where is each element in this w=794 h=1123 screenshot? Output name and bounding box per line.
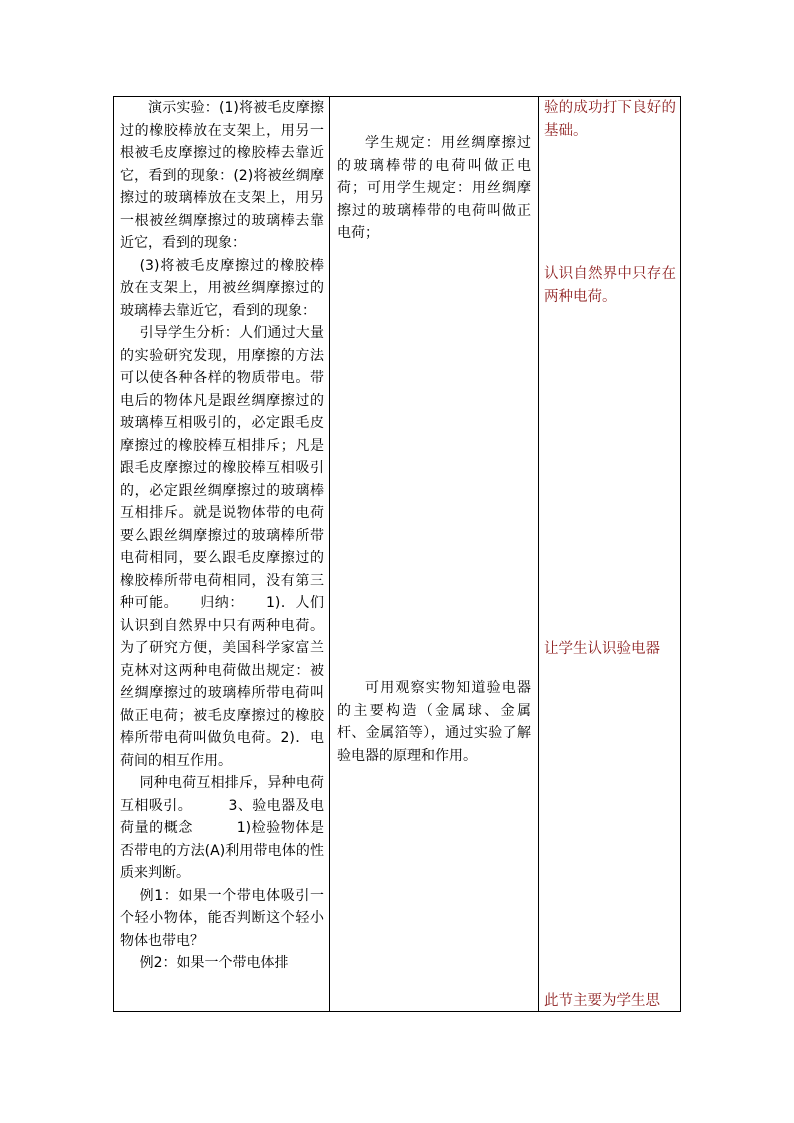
intent-section-text: 此节主要为学生思 — [544, 993, 660, 1009]
column-divider — [329, 97, 330, 1011]
charge-interaction-text: 同种电荷互相排斥，异种电荷互相吸引。 3、验电器及电荷量的概念 1)检验物体是否带电的方法(A)利用带电体的性质来判断。 — [120, 775, 324, 881]
intent-foundation-text: 验的成功打下良好的基础。 — [544, 100, 676, 139]
demo-experiment-text: 演示实验：(1)将被毛皮摩擦过的橡胶棒放在支架上，用另一根被毛皮摩擦过的橡胶棒去靠近它，看到的现象：(2)将被丝绸摩擦过的玻璃棒放在支架上，用另一根被丝绸摩擦过的玻璃棒去靠近它，看到的现象： — [120, 100, 324, 251]
electroscope-observation-text: 可用观察实物知道验电器的主要构造（金属球、金属杆、金属箔等），通过实验了解验电器的原理和作用。 — [337, 680, 531, 764]
example-2-text: 例2：如果一个带电体排 — [139, 955, 289, 971]
intent-two-charges-text: 认识自然界中只存在两种电荷。 — [544, 266, 676, 305]
demo-experiment-3-text: (3)将被毛皮摩擦过的橡胶棒放在支架上，用被丝绸摩擦过的玻璃棒去靠近它，看到的现象： — [120, 257, 324, 319]
student-rule-text: 学生规定：用丝绸摩擦过的玻璃棒带的电荷叫做正电荷；可用学生规定：用丝绸摩擦过的玻璃棒带的电荷叫做正电荷； — [337, 135, 531, 241]
lesson-table — [113, 96, 681, 1012]
intent-electroscope-text: 让学生认识验电器 — [544, 641, 660, 657]
analysis-text: 引导学生分析：人们通过大量的实验研究发现，用摩擦的方法可以使各种各样的物质带电。带电后的物体凡是跟丝绸摩擦过的玻璃棒互相吸引的，必定跟毛皮摩擦过的橡胶棒互相排斥；凡是跟毛皮摩擦过的橡胶棒互相吸引的，必定跟丝绸摩擦过的玻璃棒互相排斥。就是说物体带的电荷要么跟丝绸摩擦过的玻璃棒所带电荷相同，要么跟毛皮摩擦过的橡胶棒所带电荷相同，没有第三种可能。 归纳： 1)．人们认识到自然界中只有两种电荷。为了研究方便，美国科学家富兰克林对这两种电荷做出规定：被丝绸摩擦过的玻璃棒所带电荷叫做正电荷；被毛皮摩擦过的橡胶棒所带电荷叫做负电荷。2)．电荷间的相互作用。 — [120, 325, 324, 769]
column-divider — [538, 97, 539, 1011]
teacher-activity-column — [120, 97, 324, 975]
example-1-text: 例1：如果一个带电体吸引一个轻小物体，能否判断这个轻小物体也带电？ — [120, 887, 324, 949]
